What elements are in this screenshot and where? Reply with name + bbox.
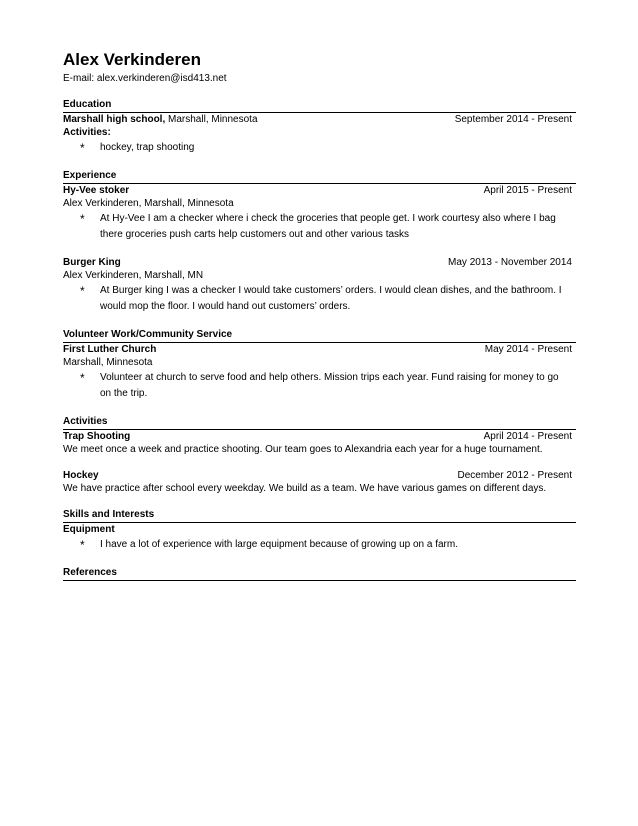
activity-entry (63, 469, 576, 495)
job-bullet (63, 283, 576, 315)
job-subtitle: Alex Verkinderen, Marshall, Minnesota (63, 198, 234, 209)
activity-header (63, 469, 576, 482)
activity-name: Trap Shooting (63, 431, 131, 442)
skills-subtitle: Equipment (63, 524, 115, 535)
applicant-email: E-mail: alex.verkinderen@isd413.net (63, 73, 227, 84)
education-activities-label: Activities: (63, 127, 111, 138)
volunteer-heading: Volunteer Work/Community Service (63, 329, 576, 343)
activities-section (63, 416, 576, 495)
education-school-line (63, 113, 258, 126)
job-entry (63, 184, 576, 243)
job-dates: April 2015 - Present (483, 185, 572, 196)
bullet-icon: * (80, 371, 85, 385)
volunteer-dates: May 2014 - Present (484, 344, 572, 355)
job-title: Burger King (63, 257, 121, 268)
activity-name: Hockey (63, 470, 99, 481)
activity-dates: December 2012 - Present (457, 470, 572, 481)
job-title: Hy-Vee stoker (63, 185, 130, 196)
activity-entry (63, 430, 576, 456)
skills-section (63, 509, 576, 553)
job-entry (63, 256, 576, 315)
skills-heading: Skills and Interests (63, 509, 576, 523)
bullet-icon: * (80, 212, 85, 226)
education-section (63, 99, 576, 156)
volunteer-subtitle: Marshall, Minnesota (63, 357, 153, 368)
skills-bullet (63, 537, 576, 553)
activity-header (63, 430, 576, 443)
education-entry (63, 113, 576, 126)
experience-section (63, 170, 576, 315)
job-bullet-text: At Hy-Vee I am a checker where i check the groceries that people get. I work courtesy also where I bag there groceries push carts help customers out and other various tasks (100, 213, 556, 240)
activity-description: We have practice after school every weekday. We build as a team. We have various games on different days. (63, 483, 547, 494)
job-header (63, 184, 576, 197)
education-dates: September 2014 - Present (454, 114, 572, 125)
volunteer-org: First Luther Church (63, 344, 157, 355)
education-heading: Education (63, 99, 576, 113)
volunteer-header (63, 343, 576, 356)
education-location: Marshall, Minnesota (165, 114, 258, 125)
volunteer-section (63, 329, 576, 402)
job-subtitle: Alex Verkinderen, Marshall, MN (63, 270, 204, 281)
volunteer-bullet (63, 370, 576, 402)
references-section (63, 567, 576, 581)
references-heading: References (63, 567, 576, 581)
bullet-icon: * (80, 141, 85, 155)
job-bullet-text: At Burger king I was a checker I would take customers’ orders. I would clean dishes, and the bathroom. I would mop the floor. I would hand out customers’ orders. (100, 285, 562, 312)
job-dates: May 2013 - November 2014 (448, 257, 572, 268)
experience-heading: Experience (63, 170, 576, 184)
bullet-icon: * (80, 284, 85, 298)
applicant-name: Alex Verkinderen (63, 50, 201, 69)
education-activities-bullet (63, 140, 576, 156)
education-school: Marshall high school, (63, 114, 166, 125)
skills-bullet-text: I have a lot of experience with large equipment because of growing up on a farm. (100, 539, 458, 550)
resume-page (63, 50, 576, 581)
bullet-icon: * (80, 538, 85, 552)
activities-heading: Activities (63, 416, 576, 430)
job-header (63, 256, 576, 269)
job-bullet (63, 211, 576, 243)
volunteer-bullet-text: Volunteer at church to serve food and help others. Mission trips each year. Fund raising for money to go on the trip. (100, 372, 559, 399)
activity-dates: April 2014 - Present (483, 431, 572, 442)
activity-description: We meet once a week and practice shooting. Our team goes to Alexandria each year for a huge tournament. (63, 444, 543, 455)
education-activities-text: hockey, trap shooting (100, 142, 195, 153)
